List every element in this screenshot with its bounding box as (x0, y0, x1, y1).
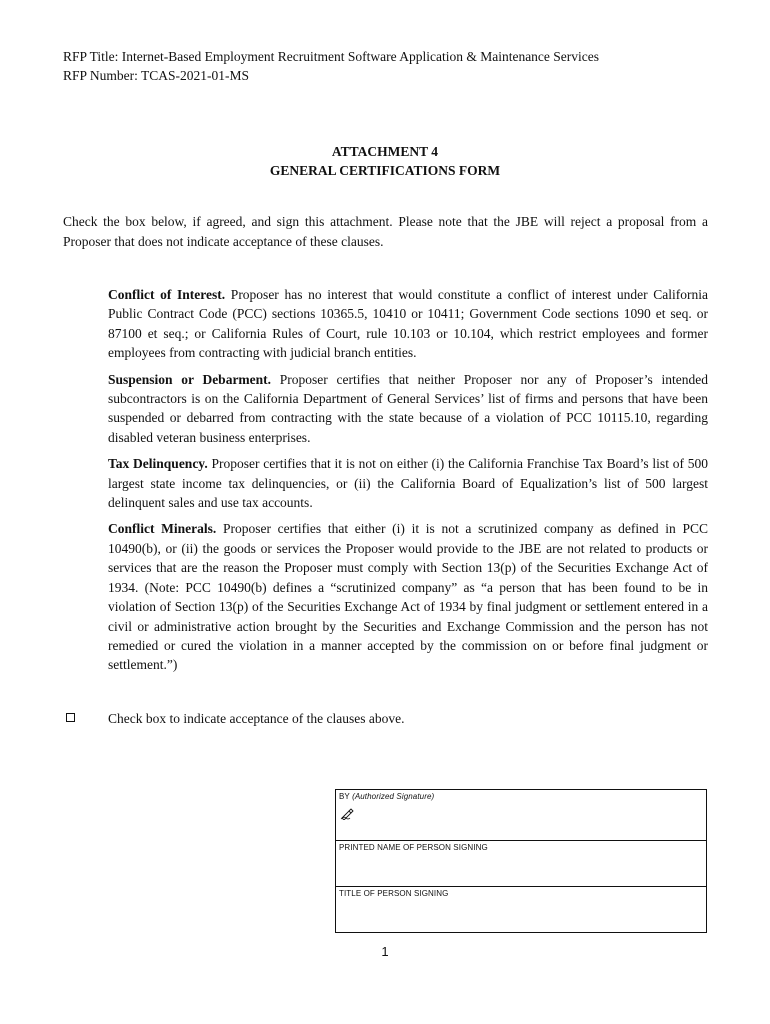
signature-block (335, 789, 707, 933)
clause-text: Proposer has no interest that would constitute a conflict of interest under California Public Contract Code (PCC) sections 10365.5, 10410 or 10411; Government Code sections 1090 et seq. or 87100 et seq.; or California Rules of Court, rule 10.103 or 10.104, which restrict employees and former employees from contracting with judicial branch entities. (108, 287, 708, 361)
clause-text: Proposer certifies that neither Proposer nor any of Proposer’s intended subcontractors is on the California Department of General Services’ list of firms and persons that have been suspended or debarred from contracting with the state because of a violation of PCC 10115.10, regarding disabled veteran business enterprises. (108, 371, 708, 445)
authorized-signature-field[interactable] (336, 804, 706, 840)
rfp-number: RFP Number: TCAS-2021-01-MS (63, 68, 250, 83)
clause-suspension-debarment (108, 370, 708, 448)
signer-title-label: TITLE OF PERSON SIGNING (339, 889, 449, 898)
printed-name-label: PRINTED NAME OF PERSON SIGNING (339, 843, 488, 852)
intro-paragraph: Check the box below, if agreed, and sign this attachment. Please note that the JBE will reject a proposal from a Proposer that does not indicate acceptance of these clauses. (63, 214, 708, 249)
authorized-signature-label: BY (Authorized Signature) (339, 792, 435, 801)
printed-name-field[interactable] (336, 855, 706, 886)
acceptance-label: Check box to indicate acceptance of the clauses above. (108, 711, 405, 726)
clause-heading: Conflict Minerals. (108, 521, 217, 537)
printed-name-cell (336, 841, 706, 887)
clause-text: Proposer certifies that either (i) it is not a scrutinized company as defined in PCC 10490(b), or (ii) the goods or services the Proposer would provide to the JBE are not related to products or services that are the reason the Proposer must comply with Section 13(p) of the Securities Exchange Act of 1934. (Note: PCC 10490(b) defines a “scrutinized company” as “a person that has been found to be in violation of Section 13(p) of the Securities Exchange Act of 1934 by final judgment or settlement entered in a civil or administrative action brought by the Securities and Exchange Commission and the person has not remedied or cured the violation in a manner accepted by the commission on or before final judgment or settlement.”) (108, 521, 708, 673)
clause-heading: Conflict of Interest. (108, 287, 226, 302)
clause-tax-delinquency (108, 454, 708, 512)
clause-conflict-of-interest (108, 285, 708, 363)
authorized-signature-cell (336, 790, 706, 841)
rfp-title: RFP Title: Internet-Based Employment Recruitment Software Application & Maintenance Services (63, 49, 600, 64)
clause-conflict-minerals (108, 519, 708, 674)
page-number: 1 (381, 944, 389, 959)
form-name: GENERAL CERTIFICATIONS FORM (269, 163, 501, 178)
clause-text: Proposer certifies that it is not on either (i) the California Franchise Tax Board’s list of 500 largest state income tax delinquencies, or (ii) the California Board of Equalization’s list of 500 largest delinquent sales and use tax accounts. (108, 456, 709, 511)
acceptance-checkbox[interactable] (66, 713, 75, 722)
document-header (63, 47, 599, 85)
form-title (0, 142, 770, 180)
clauses-list (108, 285, 708, 682)
signer-title-cell (336, 887, 706, 932)
clause-heading: Tax Delinquency. (108, 456, 208, 472)
signer-title-field[interactable] (336, 901, 706, 932)
attachment-number: ATTACHMENT 4 (331, 144, 439, 159)
clause-heading: Suspension or Debarment. (108, 371, 272, 387)
